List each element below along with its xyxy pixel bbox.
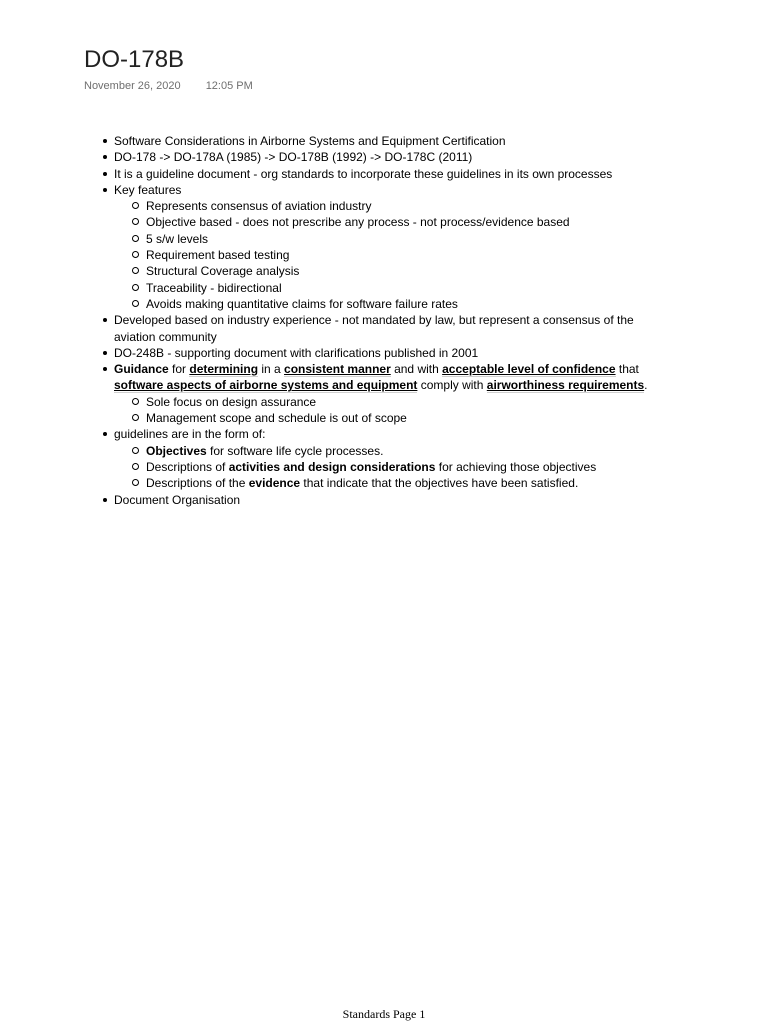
bullet-item xyxy=(98,149,658,165)
bold-term-objectives: Objectives xyxy=(146,443,207,458)
sub-bullet-list xyxy=(114,443,658,492)
highlight-airworthiness: airworthiness requirements xyxy=(486,378,645,393)
sub-bullet-item xyxy=(114,443,658,459)
sub-bullet-item xyxy=(114,475,658,491)
note-body xyxy=(98,133,658,508)
bullet-text: Developed based on industry experience - not mandated by law, but represent a consensus of the aviation community xyxy=(114,313,634,344)
sub-bullet-text: Represents consensus of aviation industry xyxy=(146,199,372,214)
sub-bullet-text: Descriptions of xyxy=(146,459,229,474)
sub-bullet-item xyxy=(114,280,658,296)
bullet-text: guidelines are in the form of: xyxy=(114,427,266,442)
bullet-item xyxy=(98,345,658,361)
page-footer: Standards Page 1 xyxy=(342,1007,426,1021)
bullet-text: DO-248B - supporting document with clarifications published in 2001 xyxy=(114,345,479,360)
bullet-text: Software Considerations in Airborne Systems and Equipment Certification xyxy=(114,134,506,148)
bullet-text: Key features xyxy=(114,182,182,197)
bullet-text: in a xyxy=(258,362,285,377)
bullet-item xyxy=(98,312,658,345)
sub-bullet-list xyxy=(114,198,658,312)
sub-bullet-text: for software life cycle processes. xyxy=(206,443,384,458)
sub-bullet-item xyxy=(114,296,658,312)
sub-bullet-text: 5 s/w levels xyxy=(146,231,209,246)
sub-bullet-list xyxy=(114,394,658,427)
sub-bullet-item xyxy=(114,459,658,475)
page-title: DO-178B xyxy=(84,46,185,73)
bullet-text: It is a guideline document - org standards to incorporate these guidelines in its own processes xyxy=(114,166,613,181)
highlight-determining: determining xyxy=(189,362,259,377)
sub-bullet-text: Sole focus on design assurance xyxy=(146,394,317,409)
sub-bullet-text: that indicate that the objectives have been satisfied. xyxy=(300,476,579,491)
bullet-item xyxy=(98,133,658,149)
bullet-text: Document Organisation xyxy=(114,492,241,507)
bullet-item xyxy=(98,361,658,426)
bullet-text: DO-178 -> DO-178A (1985) -> DO-178B (1992) -> DO-178C (2011) xyxy=(114,150,473,165)
bullet-item xyxy=(98,166,658,182)
sub-bullet-text: Avoids making quantitative claims for software failure rates xyxy=(146,296,458,311)
sub-bullet-text: Objective based - does not prescribe any process - not process/evidence based xyxy=(146,215,570,230)
sub-bullet-item xyxy=(114,214,658,230)
sub-bullet-text: for achieving those objectives xyxy=(435,459,597,474)
note-date: November 26, 2020 xyxy=(84,80,181,92)
bullet-item xyxy=(98,426,658,491)
bold-term-guidance: Guidance xyxy=(114,362,169,377)
bullet-text: and with xyxy=(390,362,443,377)
sub-bullet-text: Management scope and schedule is out of scope xyxy=(146,411,407,426)
bold-term-activities: activities and design considerations xyxy=(228,459,436,474)
sub-bullet-item xyxy=(114,247,658,263)
bullet-text: that xyxy=(615,362,639,377)
sub-bullet-item xyxy=(114,263,658,279)
bullet-text: for xyxy=(168,362,190,377)
sub-bullet-item xyxy=(114,394,658,410)
sub-bullet-item xyxy=(114,231,658,247)
bullet-item xyxy=(98,492,658,508)
note-metadata xyxy=(84,80,253,92)
bold-term-evidence: evidence xyxy=(248,476,301,491)
highlight-consistent-manner: consistent manner xyxy=(284,362,391,377)
sub-bullet-text: Requirement based testing xyxy=(146,248,290,263)
bullet-text: comply with xyxy=(417,378,487,393)
highlight-acceptable-level: acceptable level of confidence xyxy=(442,362,616,377)
note-time: 12:05 PM xyxy=(205,80,253,92)
bullet-list xyxy=(98,133,658,508)
sub-bullet-text: Traceability - bidirectional xyxy=(146,280,282,295)
sub-bullet-item xyxy=(114,198,658,214)
bullet-item xyxy=(98,182,658,312)
sub-bullet-item xyxy=(114,410,658,426)
sub-bullet-text: Structural Coverage analysis xyxy=(146,264,300,279)
bullet-text: . xyxy=(644,378,648,393)
highlight-software-aspects: software aspects of airborne systems and equipment xyxy=(114,378,418,393)
sub-bullet-text: Descriptions of the xyxy=(146,476,249,491)
